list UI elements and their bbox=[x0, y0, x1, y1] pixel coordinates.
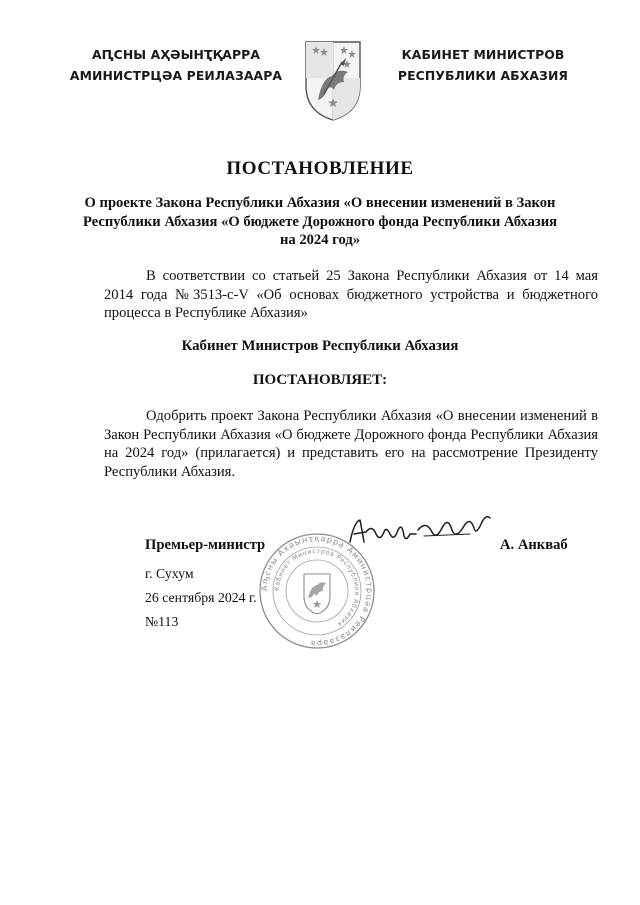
header-left bbox=[60, 44, 292, 86]
coat-of-arms-emblem bbox=[302, 38, 364, 122]
document-number: №113 bbox=[145, 614, 179, 629]
document-date: 26 сентября 2024 г. bbox=[145, 590, 257, 605]
seal-inner-text: Кабинет Министров Республики Абхазия bbox=[273, 547, 361, 628]
signer-name: А. Анкваб bbox=[500, 537, 568, 553]
header-left-line1: АԤСНЫ АҲӘЫНҬҚАРРА bbox=[91, 47, 261, 62]
document-title: ПОСТАНОВЛЕНИЕ bbox=[226, 158, 414, 179]
document-city: г. Сухум bbox=[145, 566, 194, 581]
header-right-line1: КАБИНЕТ МИНИСТРОВ bbox=[401, 47, 565, 62]
resolution-paragraph: Одобрить проект Закона Республики Абхазия «О внесении изменений в Закон Республики Абхазия «О бюджете Дорожного фонда Республики Абхазия на 2024 год» (прилагается) и представить его на рассмотрение Президенту Республики Абхазия. bbox=[104, 408, 598, 480]
document-subtitle: О проекте Закона Республики Абхазия «О внесении изменений в Закон Республики Абхазия «О бюджете Дорожного фонда Республики Абхазия на 2024 год» bbox=[82, 195, 558, 248]
seal-outer-text: Аҧсны Ахәынҭқарра Аминистрцәа Реилазаара bbox=[259, 533, 375, 649]
handwritten-signature bbox=[340, 512, 500, 552]
resolves-heading: ПОСТАНОВЛЯЕТ: bbox=[252, 372, 388, 388]
preamble-paragraph: В соответствии со статьей 25 Закона Республики Абхазия от 14 мая 2014 года №3513-с-V «Об основах бюджетного устройства и бюджетного процесса в Республике Абхазия» bbox=[104, 268, 598, 322]
header-left-line2: АМИНИСТРЦӘА РЕИЛАЗААРА bbox=[69, 68, 283, 83]
header-right-line2: РЕСПУБЛИКИ АБХАЗИЯ bbox=[397, 68, 569, 83]
header-right bbox=[382, 44, 584, 86]
signer-position: Премьер-министр bbox=[145, 537, 266, 553]
issuer-line: Кабинет Министров Республики Абхазия bbox=[181, 338, 459, 354]
